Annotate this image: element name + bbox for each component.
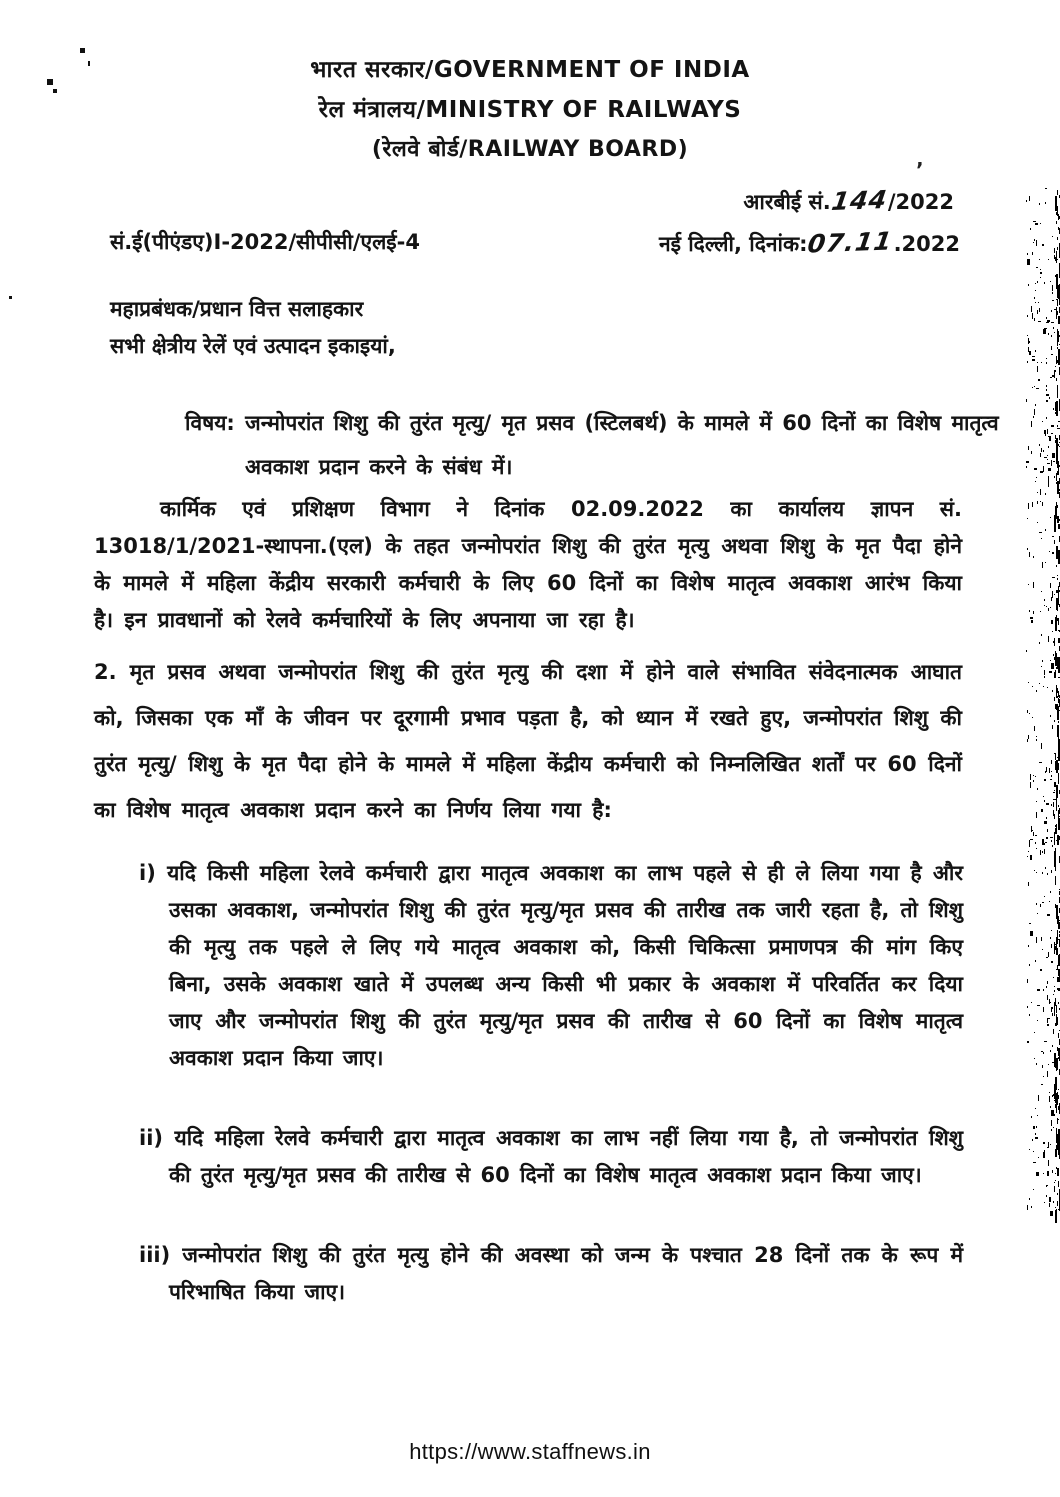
place-date-prefix: नई दिल्ली, दिनांक: [658, 232, 808, 256]
rbe-suffix: /2022 [887, 190, 954, 214]
subject-label: विषय: [185, 411, 235, 435]
date-handwritten: 07.11 [806, 226, 895, 259]
paragraph-1: कार्मिक एवं प्रशिक्षण विभाग ने दिनांक 02.09.2022 का कार्यालय ज्ञापन सं. 13018/1/2021-स्थापना.(एल) के तहत जन्मोपरांत शिशु की तुरंत मृत्यु अथवा शिशु के मृत पैदा होने के मामले में महिला केंद्रीय सरकारी कर्मचारी के लिए 60 दिनों का विशेष मातृत्व अवकाश आरंभ किया है। इन प्रावधानों को रेलवे कर्मचारियों के लिए अपनाया जा रहा है। [94, 497, 962, 632]
list-item-marker: iii) [139, 1243, 171, 1267]
stray-tick-mark: ’ [916, 158, 924, 182]
addressee-block [110, 291, 396, 365]
date-suffix: .2022 [893, 232, 960, 256]
rbe-prefix: आरबीई सं. [743, 190, 831, 214]
list-item-text: यदि किसी महिला रेलवे कर्मचारी द्वारा मातृत्व अवकाश का लाभ पहले से ही ले लिया गया है और उसका अवकाश, जन्मोपरांत शिशु की तुरंत मृत्यु/मृत प्रसव की तारीख तक जारी रहता है, तो शिशु की मृत्यु तक पहले ले लिए गये मातृत्व अवकाश को, किसी चिकित्सा प्रमाणपत्र की मांग किए बिना, उसके अवकाश खाते में उपलब्ध अन्य किसी भी प्रकार के अवकाश में परिवर्तित कर दिया जाए और जन्मोपरांत शिशु की तुरंत मृत्यु/मृत प्रसव की तारीख से 60 दिनों का विशेष मातृत्व अवकाश प्रदान किया जाए। [167, 861, 964, 1070]
paragraph-2: 2. मृत प्रसव अथवा जन्मोपरांत शिशु की तुरंत मृत्यु की दशा में होने वाले संभावित संवेदनात्मक आघात को, जिसका एक माँ के जीवन पर दूरगामी प्रभाव पड़ता है, को ध्यान में रखते हुए, जन्मोपरांत शिशु की तुरंत मृत्यु/ शिशु के मृत पैदा होने के मामले में महिला केंद्रीय कर्मचारी को निम्नलिखित शर्तों पर 60 दिनों का विशेष मातृत्व अवकाश प्रदान करने का निर्णय लिया गया है: [94, 660, 962, 822]
conditions-list [139, 855, 963, 1311]
letterhead [0, 50, 1060, 170]
list-item [139, 855, 963, 1077]
list-item-text: जन्मोपरांत शिशु की तुरंत मृत्यु होने की अवस्था को जन्म के पश्चात 28 दिनों तक के रूप में परिभाषित किया जाए। [169, 1243, 964, 1304]
addressee-line-1: महाप्रबंधक/प्रधान वित्त सलाहकार [110, 297, 364, 321]
org-line-govt: भारत सरकार/GOVERNMENT OF INDIA [310, 57, 750, 83]
org-line-ministry: रेल मंत्रालय/MINISTRY OF RAILWAYS [318, 97, 742, 123]
list-item-marker: ii) [139, 1126, 163, 1150]
org-line-board: (रेलवे बोर्ड/RAILWAY BOARD) [371, 137, 689, 162]
place-date-line [659, 228, 960, 258]
list-item-text: यदि महिला रेलवे कर्मचारी द्वारा मातृत्व अवकाश का लाभ नहीं लिया गया है, तो जन्मोपरांत शिशु की तुरंत मृत्यु/मृत प्रसव की तारीख से 60 दिनों का विशेष मातृत्व अवकाश प्रदान किया जाए। [169, 1126, 964, 1187]
subject-block [185, 401, 1023, 489]
list-item-marker: i) [139, 861, 156, 885]
scan-noise-right-edge [1024, 188, 1060, 1218]
footer-url: https://www.staffnews.in [409, 1439, 651, 1464]
addressee-line-2: सभी क्षेत्रीय रेलें एवं उत्पादन इकाइयां, [110, 334, 396, 358]
rbe-number-handwritten: 144 [829, 185, 890, 216]
list-item [139, 1120, 963, 1194]
subject-text: जन्मोपरांत शिशु की तुरंत मृत्यु/ मृत प्रसव (स्टिलबर्थ) के मामले में 60 दिनों का विशेष मातृत्व अवकाश प्रदान करने के संबंध में। [245, 411, 999, 479]
rbe-number-line [743, 186, 954, 216]
list-item [139, 1237, 963, 1311]
ink-speck [9, 296, 12, 299]
file-number: सं.ई(पीएंडए)I-2022/सीपीसी/एलई-4 [110, 230, 420, 254]
